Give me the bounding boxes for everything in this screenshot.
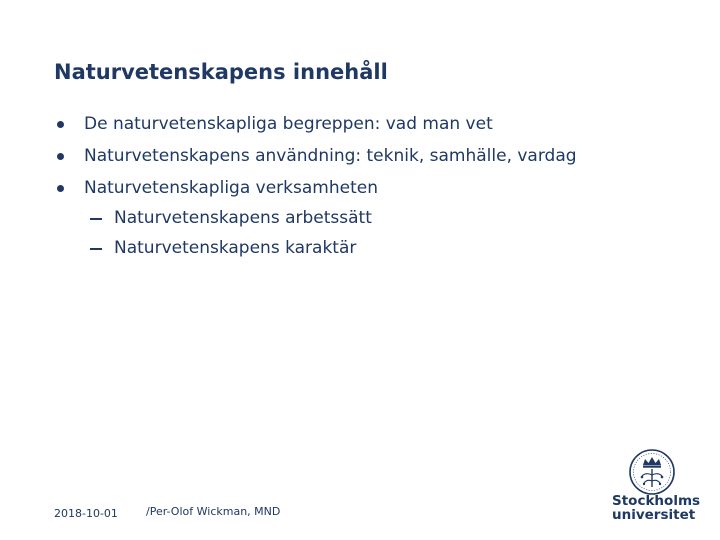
bullet-text: Naturvetenskapliga verksamheten [84, 178, 378, 198]
sub-bullet-item [90, 236, 372, 266]
slide-title: Naturvetenskapens innehåll [54, 60, 388, 84]
bullet-dot-icon [57, 185, 64, 192]
bullet-item [56, 176, 577, 208]
logo-wordmark [612, 494, 704, 522]
sub-bullet-text: Naturvetenskapens karaktär [114, 238, 357, 258]
bullet-item [56, 144, 577, 176]
bullet-item [56, 112, 577, 144]
dash-icon [90, 218, 102, 220]
bullet-dot-icon [57, 121, 64, 128]
university-logo [612, 448, 704, 524]
crown-seal-icon [626, 448, 678, 496]
logo-line2: universitet [612, 507, 696, 523]
bullet-dot-icon [57, 153, 64, 160]
bullet-list [56, 112, 577, 208]
logo-line1: Stockholms [612, 493, 701, 509]
dash-icon [90, 248, 102, 250]
sub-bullet-item [90, 206, 372, 236]
sub-bullet-text: Naturvetenskapens arbetssätt [114, 208, 372, 228]
sub-bullet-list [90, 206, 372, 266]
bullet-text: De naturvetenskapliga begreppen: vad man vet [84, 114, 493, 134]
bullet-text: Naturvetenskapens användning: teknik, samhälle, vardag [84, 146, 577, 166]
footer-author: /Per-Olof Wickman, MND [146, 505, 281, 518]
footer-date: 2018-10-01 [54, 507, 118, 520]
